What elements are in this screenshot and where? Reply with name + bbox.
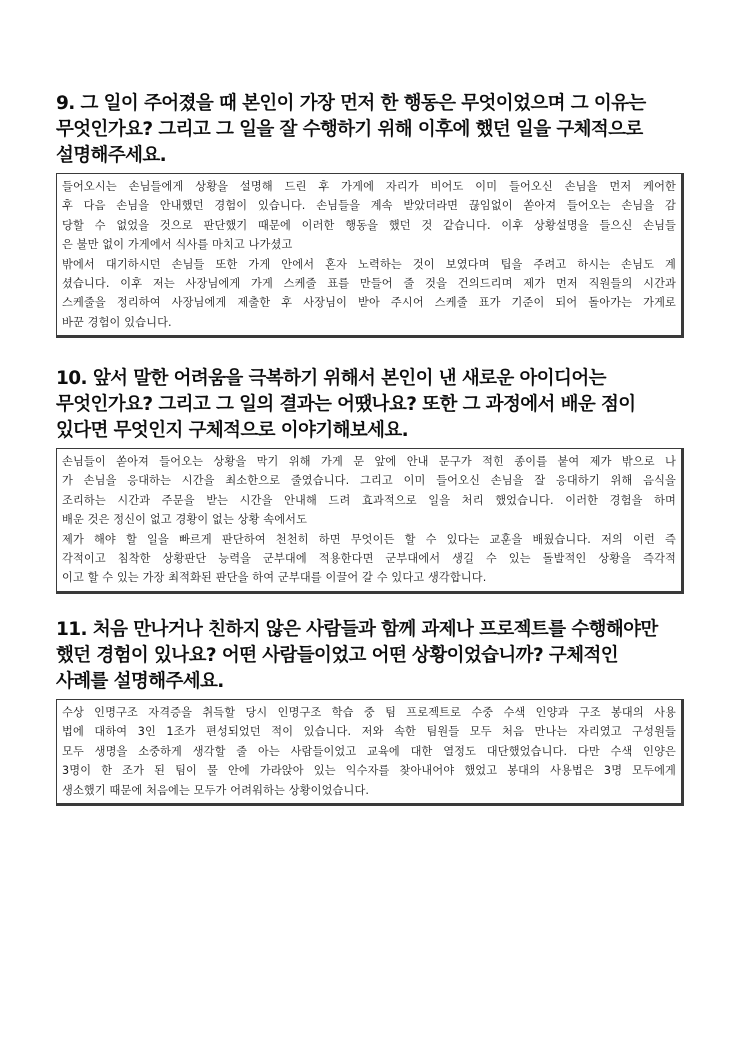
question-line: 설명해주세요. bbox=[56, 145, 167, 166]
question-line: 10. 앞서 말한 어려움을 극복하기 위해서 본인이 낸 새로운 아이디어는 bbox=[56, 368, 606, 389]
question-line: 사례를 설명해주세요. bbox=[56, 671, 224, 692]
question-section-10 bbox=[56, 366, 684, 594]
answer-line: 배운 것은 정신이 없고 경황이 없는 상황 속에서도 bbox=[62, 513, 308, 527]
answer-line: 들어오시는 손님들에게 상황을 설명해 드린 후 가게에 자리가 비어도 이미 들어오신 손님을 먼저 케어한 bbox=[62, 180, 676, 193]
answer-line: 밖에서 대기하시던 손님들 또한 가게 안에서 혼자 노력하는 것이 보였다며 팁을 주려고 하시는 손님도 계 bbox=[62, 257, 676, 271]
answer-line: 수상 인명구조 자격증을 취득할 당시 인명구조 학습 중 팀 프로젝트로 수중 수색 인양과 구조 봉대의 사용 bbox=[62, 706, 676, 719]
answer-line: 생소했기 때문에 처음에는 모두가 어려워하는 상황이었습니다. bbox=[62, 783, 370, 797]
answer-line: 이고 할 수 있는 가장 최적화된 판단을 하여 군부대를 이끌어 갈 수 있다고 생각합니다. bbox=[62, 571, 487, 585]
answer-box-9 bbox=[56, 173, 684, 338]
answer-line: 손님들이 쏟아져 들어오는 상황을 막기 위해 가게 문 앞에 안내 문구가 적힌 종이를 붙여 제가 밖으로 나 bbox=[62, 455, 676, 468]
question-line: 무엇인가요? 그리고 그 일의 결과는 어땠나요? 또한 그 과정에서 배운 점이 bbox=[56, 394, 636, 415]
question-line: 했던 경험이 있나요? 어떤 사람들이었고 어떤 상황이었습니까? 구체적인 bbox=[56, 645, 619, 666]
question-line: 9. 그 일이 주어졌을 때 본인이 가장 먼저 한 행동은 무엇이었으며 그 이유는 bbox=[56, 93, 646, 114]
answer-line: 각적이고 침착한 상황판단 능력을 군부대에 적용한다면 군부대에서 생길 수 있는 돌발적인 상황을 즉각적 bbox=[62, 552, 676, 566]
answer-line: 후 다음 손님을 안내했던 경험이 있습니다. 손님들을 계속 받았더라면 끊임없이 쏟아져 들어오는 손님을 감 bbox=[62, 199, 676, 213]
answer-line: 바꾼 경험이 있습니다. bbox=[62, 315, 172, 329]
question-line: 있다면 무엇인지 구체적으로 이야기해보세요. bbox=[56, 420, 409, 441]
answer-line: 조리하는 시간과 주문을 받는 시간을 안내해 드려 효과적으로 일을 처리 했었습니다. 이러한 경험을 하며 bbox=[62, 493, 676, 507]
answer-line: 셨습니다. 이후 저는 사장님에게 가게 스케줄 표를 만들어 줄 것을 건의드리며 제가 먼저 직원들의 시간과 bbox=[62, 277, 676, 291]
answer-box-11 bbox=[56, 699, 684, 806]
answer-line: 모두 생명을 소중하게 생각할 줄 아는 사람들이었고 교육에 대한 열정도 대단했었습니다. 다만 수색 인양은 bbox=[62, 744, 676, 758]
answer-line: 3명이 한 조가 된 팀이 물 안에 가라앉아 있는 익수자를 찾아내어야 했었고 봉대의 사용법은 3명 모두에게 bbox=[62, 764, 676, 778]
answer-line: 가 손님을 응대하는 시간을 최소한으로 줄였습니다. 그리고 이미 들어오신 손님을 잘 응대하기 위해 음식을 bbox=[62, 474, 676, 488]
answer-line: 스케줄을 정리하여 사장님에게 제출한 후 사장님이 받아 주시어 스케줄 표가 기준이 되어 돌아가는 가게로 bbox=[62, 296, 676, 310]
question-section-11 bbox=[56, 617, 684, 806]
question-heading-10 bbox=[56, 366, 684, 444]
question-section-9 bbox=[56, 91, 684, 338]
question-line: 11. 처음 만나거나 친하지 않은 사람들과 함께 과제나 프로젝트를 수행해야만 bbox=[56, 619, 658, 640]
answer-line: 은 불만 없이 가게에서 식사를 마치고 나가셨고 bbox=[62, 238, 293, 252]
answer-line: 제가 해야 할 일을 빠르게 판단하여 천천히 하면 무엇이든 할 수 있다는 교훈을 배웠습니다. 저의 이런 즉 bbox=[62, 532, 676, 546]
answer-line: 당할 수 없었을 것으로 판단했기 때문에 이러한 행동을 했던 것 같습니다. 이후 상황설명을 들으신 손님들 bbox=[62, 218, 676, 232]
question-heading-9 bbox=[56, 91, 684, 169]
question-line: 무엇인가요? 그리고 그 일을 잘 수행하기 위해 이후에 했던 일을 구체적으로 bbox=[56, 119, 643, 140]
answer-box-10 bbox=[56, 448, 684, 594]
question-heading-11 bbox=[56, 617, 684, 695]
answer-line: 법에 대하여 3인 1조가 편성되었던 적이 있습니다. 저와 속한 팀원들 모두 처음 만나는 자리였고 구성원들 bbox=[62, 725, 676, 739]
